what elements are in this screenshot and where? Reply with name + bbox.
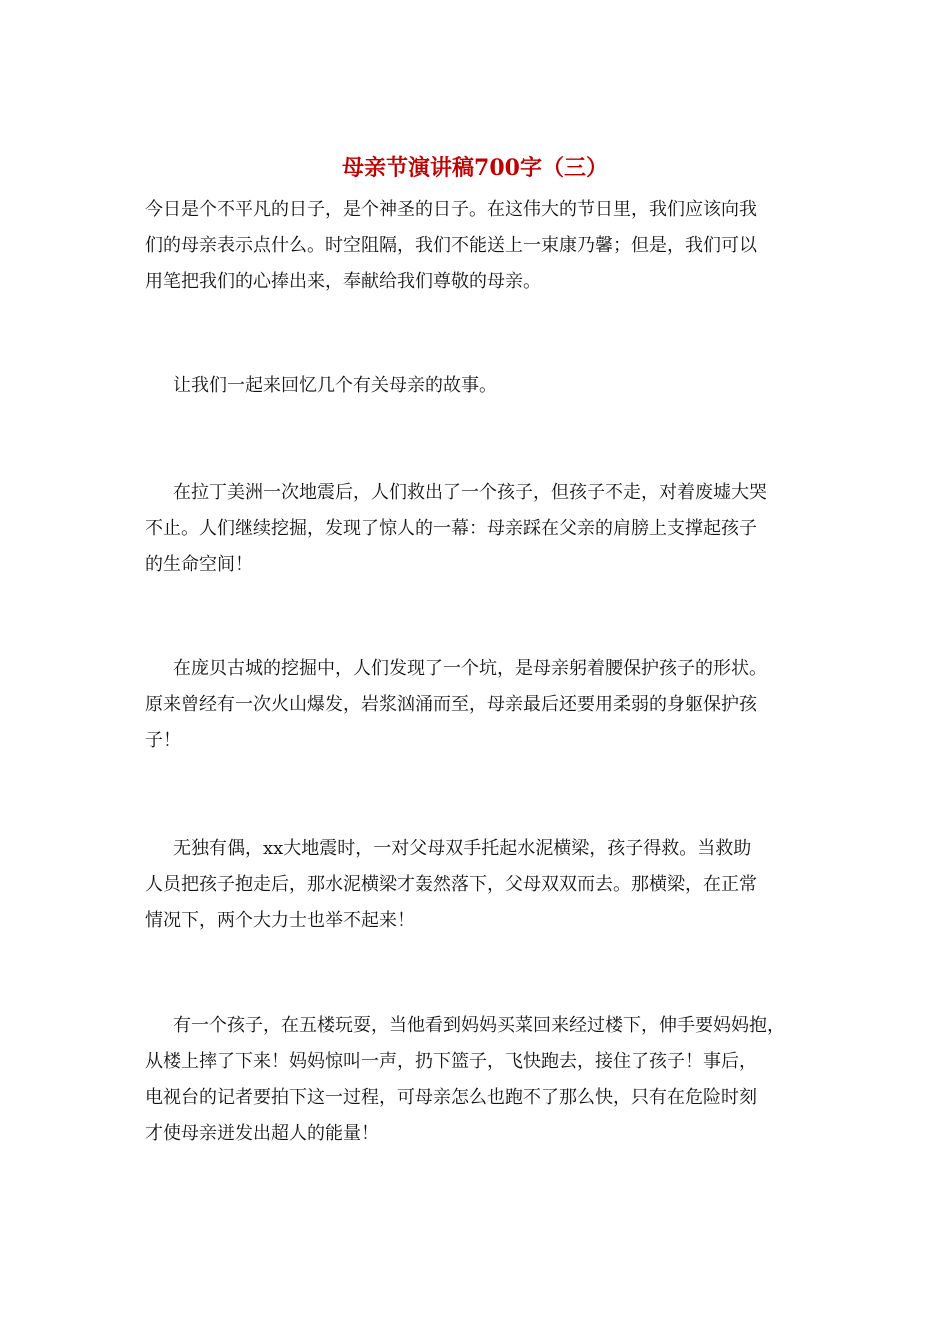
paragraph-latin-america bbox=[145, 475, 820, 583]
paragraph-line: 情况下，两个大力士也举不起来！ bbox=[145, 910, 415, 931]
paragraph-pompeii bbox=[145, 651, 820, 759]
paragraph-line: 让我们一起来回忆几个有关母亲的故事。 bbox=[173, 375, 497, 396]
paragraph-line: 原来曾经有一次火山爆发，岩浆汹涌而至，母亲最后还要用柔弱的身躯保护孩 bbox=[145, 694, 757, 715]
paragraph-line: 们的母亲表示点什么。时空阻隔，我们不能送上一束康乃馨；但是，我们可以 bbox=[145, 235, 757, 256]
paragraph-line: 从楼上摔了下来！妈妈惊叫一声，扔下篮子，飞快跑去，接住了孩子！事后， bbox=[145, 1051, 757, 1072]
paragraph-earthquake bbox=[145, 831, 820, 939]
paragraph-stories-intro bbox=[145, 368, 820, 404]
paragraph-line: 不止。人们继续挖掘，发现了惊人的一幕：母亲踩在父亲的肩膀上支撑起孩子 bbox=[145, 518, 757, 539]
paragraph-line: 今日是个不平凡的日子，是个神圣的日子。在这伟大的节日里，我们应该向我 bbox=[145, 199, 757, 220]
paragraph-line: 无独有偶，xx大地震时，一对父母双手托起水泥横梁，孩子得救。当救助 bbox=[173, 838, 752, 859]
paragraph-line: 有一个孩子，在五楼玩耍，当他看到妈妈买菜回来经过楼下，伸手要妈妈抱， bbox=[173, 1015, 785, 1036]
paragraph-line: 的生命空间！ bbox=[145, 554, 253, 575]
paragraph-fifth-floor bbox=[145, 1008, 820, 1152]
paragraph-line: 在拉丁美洲一次地震后，人们救出了一个孩子，但孩子不走，对着废墟大哭 bbox=[173, 482, 767, 503]
paragraph-line: 在庞贝古城的挖掘中，人们发现了一个坑，是母亲躬着腰保护孩子的形状。 bbox=[173, 658, 767, 679]
paragraph-line: 用笔把我们的心捧出来，奉献给我们尊敬的母亲。 bbox=[145, 271, 541, 292]
paragraph-line: 电视台的记者要拍下这一过程，可母亲怎么也跑不了那么快，只有在危险时刻 bbox=[145, 1087, 757, 1108]
paragraph-line: 才使母亲迸发出超人的能量！ bbox=[145, 1123, 379, 1144]
paragraph-line: 子！ bbox=[145, 730, 181, 751]
paragraph-intro bbox=[145, 192, 820, 300]
paragraph-line: 人员把孩子抱走后，那水泥横梁才轰然落下，父母双双而去。那横梁，在正常 bbox=[145, 874, 757, 895]
document-title: 母亲节演讲稿700字（三） bbox=[342, 155, 608, 181]
